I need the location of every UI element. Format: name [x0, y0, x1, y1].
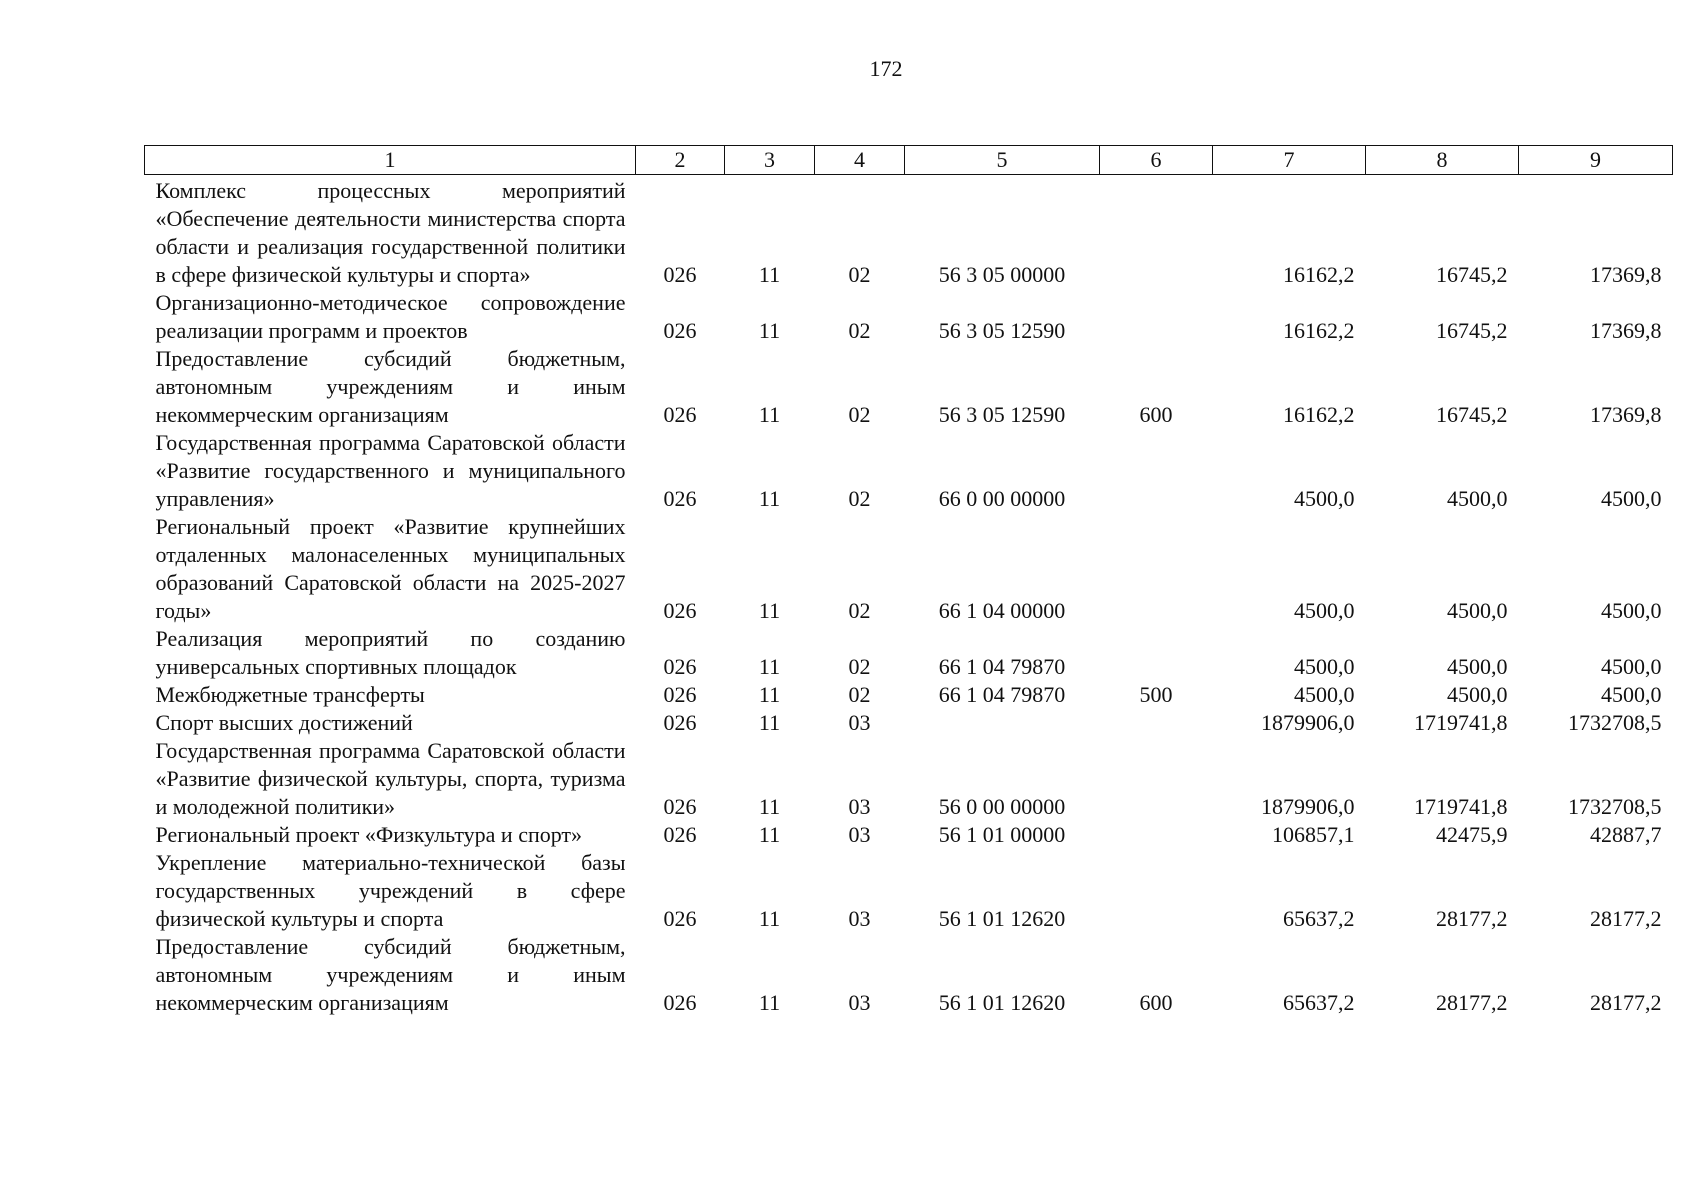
- column-header: 9: [1519, 146, 1673, 175]
- row-code-4: 03: [848, 990, 871, 1015]
- row-value-9: 42887,7: [1590, 822, 1662, 847]
- row-code-3: 11: [758, 990, 781, 1015]
- row-name: Государственная программа Саратовской области «Развитие физической культуры, спорта, туризма и молодежной политики»: [155, 738, 626, 819]
- row-name: Предоставление субсидий бюджетным, автономным учреждениям и иным некоммерческим организациям: [155, 346, 626, 427]
- table-row: [145, 175, 1673, 290]
- row-value-8: 4500,0: [1447, 598, 1508, 623]
- column-header: 3: [725, 146, 815, 175]
- row-value-7: 16162,2: [1283, 262, 1355, 287]
- row-code-2: 026: [663, 318, 697, 343]
- row-name: Реализация мероприятий по созданию универсальных спортивных площадок: [155, 626, 626, 679]
- row-value-8: 1719741,8: [1414, 794, 1508, 819]
- row-value-7: 65637,2: [1283, 906, 1355, 931]
- row-code-2: 026: [663, 402, 697, 427]
- table-row: [145, 345, 1673, 429]
- row-code-6: [1100, 821, 1213, 849]
- column-header: 7: [1213, 146, 1366, 175]
- row-code-2: 026: [663, 486, 697, 511]
- row-code-6: [1100, 513, 1213, 625]
- row-code-3: 11: [758, 402, 781, 427]
- row-code-4: 02: [848, 402, 871, 427]
- row-name: Государственная программа Саратовской области «Развитие государственного и муниципального управления»: [155, 430, 626, 511]
- row-code-5: 66 1 04 00000: [938, 598, 1066, 623]
- row-value-7: 65637,2: [1283, 990, 1355, 1015]
- row-code-6: [1100, 175, 1213, 290]
- row-code-5: 56 3 05 00000: [938, 262, 1066, 287]
- row-value-7: 4500,0: [1294, 682, 1355, 707]
- row-code-2: 026: [663, 682, 697, 707]
- row-value-9: 17369,8: [1590, 402, 1662, 427]
- row-code-2: 026: [663, 654, 697, 679]
- row-value-7: 16162,2: [1283, 402, 1355, 427]
- row-code-5: 66 0 00 00000: [938, 486, 1066, 511]
- row-code-5: 66 1 04 79870: [938, 682, 1066, 707]
- column-header: 4: [815, 146, 905, 175]
- row-code-3: 11: [758, 318, 781, 343]
- table-row: [145, 625, 1673, 681]
- column-header: 2: [636, 146, 725, 175]
- row-value-9: 17369,8: [1590, 318, 1662, 343]
- row-value-8: 4500,0: [1447, 486, 1508, 511]
- row-value-8: 28177,2: [1436, 906, 1508, 931]
- table-header-row: [145, 146, 1673, 175]
- table-row: [145, 933, 1673, 1017]
- table-row: [145, 849, 1673, 933]
- row-value-9: 28177,2: [1590, 990, 1662, 1015]
- row-value-8: 4500,0: [1447, 654, 1508, 679]
- row-value-8: 28177,2: [1436, 990, 1508, 1015]
- column-header: 5: [905, 146, 1100, 175]
- row-value-8: 16745,2: [1436, 262, 1508, 287]
- row-code-2: 026: [663, 822, 697, 847]
- row-name: Региональный проект «Физкультура и спорт»: [155, 822, 583, 847]
- row-code-2: 026: [663, 990, 697, 1015]
- row-code-6: [1100, 625, 1213, 681]
- row-code-3: 11: [758, 794, 781, 819]
- row-name: Организационно-методическое сопровождение реализации программ и проектов: [155, 290, 626, 343]
- row-code-4: 02: [848, 262, 871, 287]
- row-value-8: 16745,2: [1436, 318, 1508, 343]
- row-code-3: 11: [758, 682, 781, 707]
- row-code-4: 03: [848, 822, 871, 847]
- row-value-9: 4500,0: [1601, 682, 1662, 707]
- row-code-2: 026: [663, 906, 697, 931]
- row-code-5: 56 1 01 12620: [938, 990, 1066, 1015]
- row-code-3: 11: [758, 654, 781, 679]
- row-name: Предоставление субсидий бюджетным, автономным учреждениям и иным некоммерческим организациям: [155, 934, 626, 1015]
- row-value-9: 4500,0: [1601, 598, 1662, 623]
- row-value-8: 42475,9: [1436, 822, 1508, 847]
- row-code-5: 56 3 05 12590: [938, 318, 1066, 343]
- row-name: Спорт высших достижений: [155, 710, 413, 735]
- row-name: Межбюджетные трансферты: [155, 682, 425, 707]
- budget-table: [144, 145, 1673, 1017]
- row-value-7: 16162,2: [1283, 318, 1355, 343]
- row-code-6: [1100, 429, 1213, 513]
- row-code-5: 56 3 05 12590: [938, 402, 1066, 427]
- row-value-9: 17369,8: [1590, 262, 1662, 287]
- row-value-7: 1879906,0: [1261, 794, 1355, 819]
- row-code-3: 11: [758, 262, 781, 287]
- row-value-9: 1732708,5: [1568, 710, 1662, 735]
- row-code-6: 500: [1139, 682, 1173, 707]
- table-row: [145, 821, 1673, 849]
- row-code-5: 56 0 00 00000: [938, 794, 1066, 819]
- row-code-5: [905, 709, 1100, 737]
- row-value-7: 4500,0: [1294, 486, 1355, 511]
- row-value-9: 4500,0: [1601, 486, 1662, 511]
- row-value-7: 4500,0: [1294, 598, 1355, 623]
- table-row: [145, 513, 1673, 625]
- row-code-3: 11: [758, 598, 781, 623]
- row-code-2: 026: [663, 262, 697, 287]
- row-value-8: 16745,2: [1436, 402, 1508, 427]
- row-value-7: 1879906,0: [1261, 710, 1355, 735]
- row-value-8: 1719741,8: [1414, 710, 1508, 735]
- row-code-4: 02: [848, 654, 871, 679]
- row-code-2: 026: [663, 794, 697, 819]
- table-row: [145, 289, 1673, 345]
- table-row: [145, 737, 1673, 821]
- row-code-4: 03: [848, 906, 871, 931]
- table-row: [145, 709, 1673, 737]
- row-code-5: 56 1 01 12620: [938, 906, 1066, 931]
- row-code-4: 03: [848, 794, 871, 819]
- row-value-8: 4500,0: [1447, 682, 1508, 707]
- row-code-5: 66 1 04 79870: [938, 654, 1066, 679]
- row-code-5: 56 1 01 00000: [938, 822, 1066, 847]
- row-name: Региональный проект «Развитие крупнейших отдаленных малонаселенных муниципальных образований Саратовской области на 2025-2027 годы»: [155, 514, 626, 623]
- row-code-2: 026: [663, 710, 697, 735]
- row-name: Комплекс процессных мероприятий «Обеспечение деятельности министерства спорта области и реализация государственной политики в сфере физической культуры и спорта»: [155, 178, 626, 287]
- row-code-4: 03: [848, 710, 871, 735]
- row-code-6: 600: [1139, 990, 1173, 1015]
- row-value-9: 1732708,5: [1568, 794, 1662, 819]
- row-code-3: 11: [758, 906, 781, 931]
- row-value-9: 28177,2: [1590, 906, 1662, 931]
- row-code-6: [1100, 737, 1213, 821]
- row-code-3: 11: [758, 710, 781, 735]
- row-code-3: 11: [758, 822, 781, 847]
- row-value-9: 4500,0: [1601, 654, 1662, 679]
- row-code-4: 02: [848, 318, 871, 343]
- column-header: 1: [145, 146, 636, 175]
- page-number: 172: [869, 56, 903, 81]
- row-value-7: 4500,0: [1294, 654, 1355, 679]
- table-row: [145, 429, 1673, 513]
- row-code-4: 02: [848, 486, 871, 511]
- row-code-4: 02: [848, 598, 871, 623]
- table-row: [145, 681, 1673, 709]
- row-code-6: [1100, 289, 1213, 345]
- column-header: 8: [1366, 146, 1519, 175]
- row-code-4: 02: [848, 682, 871, 707]
- row-code-2: 026: [663, 598, 697, 623]
- row-code-6: [1100, 849, 1213, 933]
- column-header: 6: [1100, 146, 1213, 175]
- row-code-6: 600: [1139, 402, 1173, 427]
- row-code-3: 11: [758, 486, 781, 511]
- row-code-6: [1100, 709, 1213, 737]
- row-name: Укрепление материально-технической базы государственных учреждений в сфере физической культуры и спорта: [155, 850, 626, 931]
- row-value-7: 106857,1: [1272, 822, 1355, 847]
